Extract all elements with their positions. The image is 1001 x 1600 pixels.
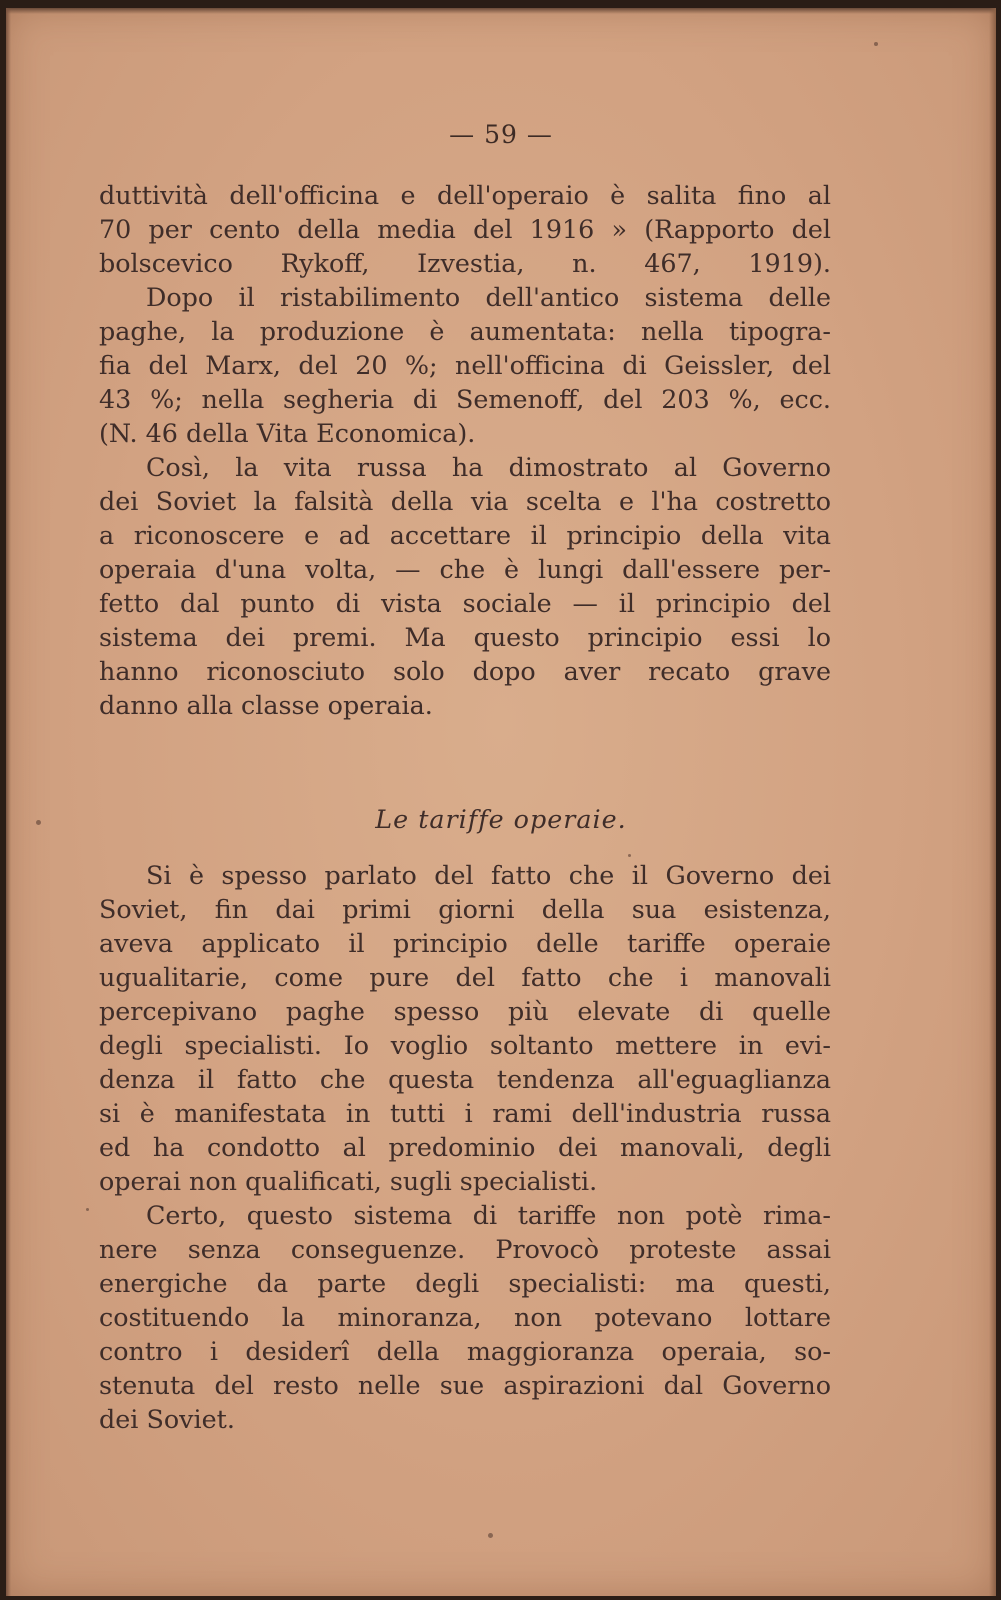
text-line: fia del Marx, del 20 %; nell'officina di Geissler, del [99, 350, 831, 380]
page-number: — 59 — [449, 120, 553, 149]
text-line: duttività dell'officina e dell'operaio è salita fino al [99, 180, 831, 210]
page-top-edge [6, 8, 996, 14]
book-page [6, 8, 996, 1596]
text-line: Soviet, fin dai primi giorni della sua esistenza, [99, 894, 831, 924]
text-line: si è manifestata in tutti i rami dell'industria russa [99, 1098, 831, 1128]
text-line: aveva applicato il principio delle tariffe operaie [99, 928, 831, 958]
text-line: dei Soviet la falsità della via scelta e l'ha costretto [99, 486, 831, 516]
text-line: degli specialisti. Io voglio soltanto mettere in evi- [99, 1030, 831, 1060]
text-line: (N. 46 della Vita Economica). [99, 418, 476, 448]
text-line: fetto dal punto di vista sociale — il principio del [99, 588, 831, 618]
text-line: bolscevico Rykoff, Izvestia, n. 467, 1919). [99, 248, 831, 278]
text-line: dei Soviet. [99, 1404, 235, 1434]
text-line: Certo, questo sistema di tariffe non potè rima- [146, 1200, 831, 1230]
text-line: operai non qualificati, sugli specialisti. [99, 1166, 598, 1196]
text-line: operaia d'una volta, — che è lungi dall'essere per- [99, 554, 831, 584]
text-line: Si è spesso parlato del fatto che il Governo dei [146, 860, 831, 890]
text-line: sistema dei premi. Ma questo principio essi lo [99, 622, 831, 652]
paper-speck [86, 1208, 89, 1211]
paper-speck [874, 42, 878, 46]
text-line: contro i desiderî della maggioranza operaia, so- [99, 1336, 831, 1366]
text-line: a riconoscere e ad accettare il principio della vita [99, 520, 831, 550]
text-line: nere senza conseguenze. Provocò proteste assai [99, 1234, 831, 1264]
text-line: energiche da parte degli specialisti: ma questi, [99, 1268, 831, 1298]
text-line: paghe, la produzione è aumentata: nella tipogra- [99, 316, 831, 346]
paragraph-block-2 [99, 858, 831, 1436]
section-heading: Le tariffe operaie. [375, 804, 627, 834]
text-line: hanno riconosciuto solo dopo aver recato grave [99, 656, 831, 686]
text-line: 70 per cento della media del 1916 » (Rapporto del [99, 214, 831, 244]
page-left-edge [6, 8, 11, 1596]
text-line: ed ha condotto al predominio dei manovali, degli [99, 1132, 831, 1162]
paper-speck [488, 1533, 493, 1538]
text-line: 43 %; nella segheria di Semenoff, del 203 %, ecc. [99, 384, 831, 414]
text-line: stenuta del resto nelle sue aspirazioni dal Governo [99, 1370, 831, 1400]
text-line: Dopo il ristabilimento dell'antico sistema delle [146, 282, 831, 312]
paper-speck [628, 854, 631, 857]
text-line: costituendo la minoranza, non potevano lottare [99, 1302, 831, 1332]
text-line: danno alla classe operaia. [99, 690, 433, 720]
text-line: percepivano paghe spesso più elevate di quelle [99, 996, 831, 1026]
text-line: ugualitarie, come pure del fatto che i manovali [99, 962, 831, 992]
text-line: denza il fatto che questa tendenza all'eguaglianza [99, 1064, 831, 1094]
paper-speck [36, 820, 41, 825]
page-right-edge [989, 8, 996, 1596]
paragraph-block-1 [99, 178, 831, 722]
text-line: Così, la vita russa ha dimostrato al Governo [146, 452, 831, 482]
